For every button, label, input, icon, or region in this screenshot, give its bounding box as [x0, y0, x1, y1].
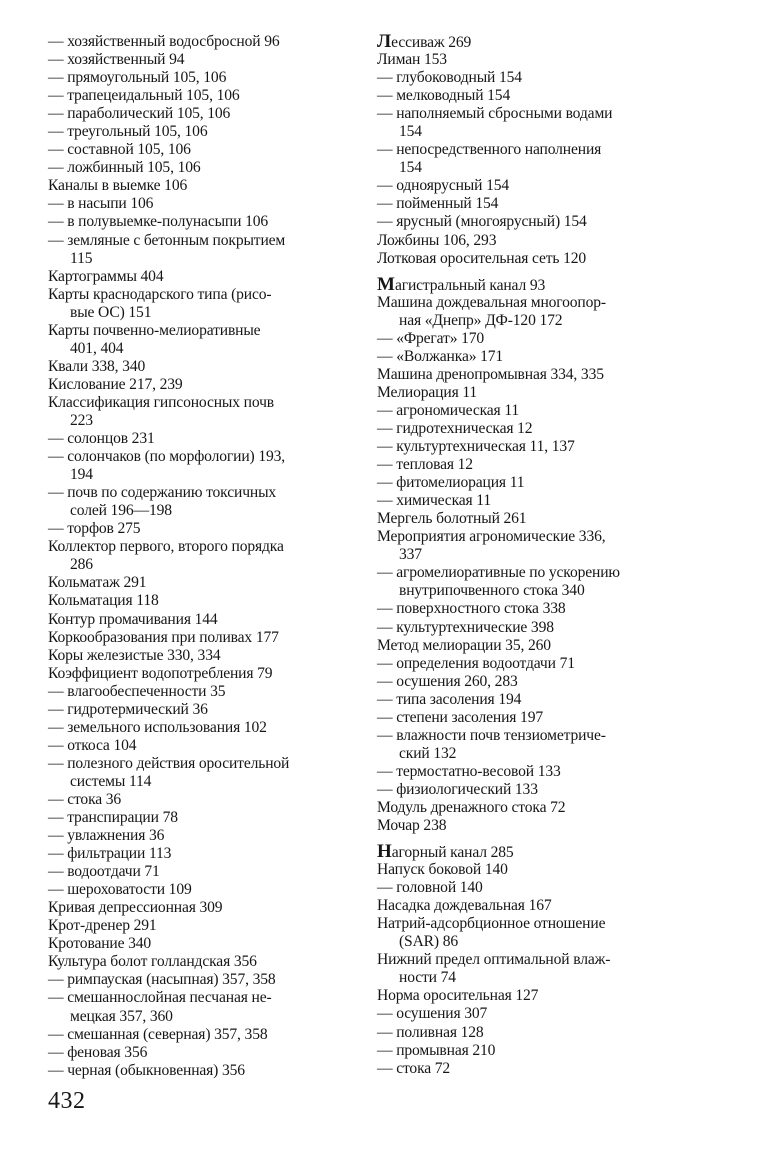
index-entry	[48, 827, 348, 845]
index-entry-text: — осушения 307	[377, 1005, 488, 1023]
index-entry	[377, 159, 717, 177]
index-entry-text: — физиологический 133	[377, 780, 538, 798]
index-entry-text: — промывная 210	[377, 1041, 496, 1059]
index-entry-text: Машина дождевальная многоопор-	[377, 293, 606, 311]
index-entry-text: — типа засоления 194	[377, 690, 522, 708]
index-entry	[377, 273, 717, 295]
index-entry-text: — термостатно-весовой 133	[377, 762, 561, 780]
index-entry	[48, 592, 348, 610]
index-entry-text: Коэффициент водопотребления 79	[48, 664, 273, 682]
index-entry	[377, 366, 717, 384]
index-entry	[377, 799, 717, 817]
index-entry-text: — стока 72	[377, 1059, 451, 1077]
index-entry-text: — культуртехническая 11, 137	[377, 438, 575, 456]
index-entry	[48, 69, 348, 87]
index-entry	[377, 420, 717, 438]
index-entry	[48, 647, 348, 665]
index-entry	[377, 294, 717, 312]
index-entry-text: — полезного действия оросительной	[48, 754, 290, 772]
index-entry	[377, 123, 717, 141]
index-entry-text: — пойменный 154	[377, 195, 499, 213]
index-entry-text: — «Волжанка» 171	[377, 347, 504, 365]
index-entry	[377, 510, 717, 528]
index-entry-text: — солонцов 231	[48, 430, 155, 448]
index-entry	[48, 773, 348, 791]
index-entry	[377, 232, 717, 250]
index-entry	[48, 141, 348, 159]
index-entry-text: (SAR) 86	[399, 933, 459, 951]
index-entry-text: — черная (обыкновенная) 356	[48, 1061, 245, 1079]
index-entry	[48, 719, 348, 737]
index-entry	[377, 177, 717, 195]
index-entry-text: — фильтрации 113	[48, 845, 172, 863]
index-entry-text: — стока 36	[48, 790, 122, 808]
index-entry-text: Контур промачивания 144	[48, 610, 218, 628]
index-entry	[48, 358, 348, 376]
index-entry-text: Мочар 238	[377, 817, 447, 835]
index-entry-text: агистральный канал 93	[394, 276, 546, 294]
index-entry	[48, 538, 348, 556]
index-entry-text: — влагообеспеченности 35	[48, 682, 226, 700]
index-entry-text: — откоса 104	[48, 736, 137, 754]
index-entry	[48, 123, 348, 141]
index-entry-text: мецкая 357, 360	[70, 1007, 173, 1025]
index-entry-text: — земельного использования 102	[48, 718, 267, 736]
index-entry	[377, 105, 717, 123]
index-entry	[377, 438, 717, 456]
index-entry-text: — определения водоотдачи 71	[377, 654, 575, 672]
index-entry-text: Каналы в выемке 106	[48, 177, 188, 195]
index-entry	[48, 971, 348, 989]
index-entry-text: Крот-дренер 291	[48, 917, 157, 935]
index-entry	[48, 376, 348, 394]
index-entry-text: — трапецеидальный 105, 106	[48, 87, 240, 105]
index-entry-text: — поливная 128	[377, 1023, 484, 1041]
index-entry	[377, 141, 717, 159]
index-entry	[48, 899, 348, 917]
index-entry-text: — транспирации 78	[48, 809, 178, 827]
index-entry-text: — торфов 275	[48, 520, 141, 538]
index-entry	[48, 845, 348, 863]
index-entry	[377, 1042, 717, 1060]
index-entry	[48, 250, 348, 268]
index-entry	[48, 863, 348, 881]
index-entry-text: — ложбинный 105, 106	[48, 159, 201, 177]
index-entry-text: Машина дренопромывная 334, 335	[377, 365, 604, 383]
index-entry	[48, 177, 348, 195]
index-entry-text: вые ОС) 151	[70, 303, 152, 321]
index-entry	[377, 312, 717, 330]
index-entry	[48, 322, 348, 340]
index-entry-text: Коллектор первого, второго порядка	[48, 538, 284, 556]
index-entry-text: ная «Днепр» ДФ-120 172	[399, 311, 563, 329]
index-entry	[377, 213, 717, 231]
index-entry	[377, 1060, 717, 1078]
index-entry-text: — культуртехнические 398	[377, 618, 554, 636]
index-entry	[48, 755, 348, 773]
index-entry	[377, 673, 717, 691]
index-entry	[48, 1044, 348, 1062]
index-entry	[377, 250, 717, 268]
index-entry	[48, 989, 348, 1007]
index-entry-text: Лиман 153	[377, 51, 447, 69]
index-column-left	[48, 33, 348, 1080]
index-entry-text: Картограммы 404	[48, 267, 164, 285]
index-entry	[377, 637, 717, 655]
index-entry-text: — хозяйственный водосбросной 96	[48, 33, 280, 50]
index-entry	[377, 655, 717, 673]
index-entry-text: Культура болот голландская 356	[48, 953, 257, 971]
index-entry-text: — фитомелиорация 11	[377, 474, 525, 492]
index-entry-text: Классификация гипсоносных почв	[48, 393, 274, 411]
index-entry	[377, 969, 717, 987]
index-entry-text: ский 132	[399, 744, 457, 762]
index-entry-text: — составной 105, 106	[48, 141, 191, 159]
index-entry	[48, 87, 348, 105]
index-entry	[377, 817, 717, 835]
index-entry	[48, 683, 348, 701]
index-entry-text: — смешанная (северная) 357, 358	[48, 1025, 268, 1043]
index-entry-text: — почв по содержанию токсичных	[48, 484, 277, 502]
index-entry-text: 194	[70, 466, 93, 484]
index-entry	[48, 159, 348, 177]
index-entry	[48, 268, 348, 286]
index-entry	[377, 528, 717, 546]
index-entry	[48, 1026, 348, 1044]
index-entry-text: — хозяйственный 94	[48, 51, 185, 69]
index-entry	[48, 935, 348, 953]
index-entry	[377, 987, 717, 1005]
section-initial-letter: Л	[377, 31, 392, 52]
index-entry	[377, 915, 717, 933]
index-entry-text: 115	[70, 249, 93, 267]
index-entry-text: Кольматация 118	[48, 592, 159, 610]
index-entry	[48, 1062, 348, 1080]
index-entry-text: 223	[70, 411, 93, 429]
index-entry	[48, 195, 348, 213]
index-entry-text: Мероприятия агрономические 336,	[377, 528, 606, 546]
index-entry	[48, 502, 348, 520]
index-entry	[377, 582, 717, 600]
index-entry-text: Ложбины 106, 293	[377, 231, 497, 249]
index-entry-text: солей 196—198	[70, 502, 172, 520]
index-entry-text: — смешаннослойная песчаная не-	[48, 989, 272, 1007]
index-entry	[377, 897, 717, 915]
index-entry-text: 154	[399, 159, 422, 177]
index-entry	[377, 861, 717, 879]
index-entry-text: Карты краснодарского типа (рисо-	[48, 285, 272, 303]
index-entry	[377, 348, 717, 366]
index-entry	[48, 448, 348, 466]
index-entry-text: — наполняемый сбросными водами	[377, 105, 613, 123]
index-entry-text: — непосредственного наполнения	[377, 141, 602, 159]
index-entry	[48, 304, 348, 322]
index-entry	[48, 1008, 348, 1026]
index-entry	[48, 917, 348, 935]
index-entry	[48, 340, 348, 358]
index-entry	[48, 629, 348, 647]
index-entry	[377, 763, 717, 781]
index-entry-text: — в полувыемке-полунасыпи 106	[48, 213, 269, 231]
index-entry-text: — водоотдачи 71	[48, 863, 160, 881]
index-entry	[377, 546, 717, 564]
index-entry	[48, 394, 348, 412]
section-initial-letter: М	[377, 273, 395, 295]
index-entry	[48, 105, 348, 123]
index-entry	[48, 232, 348, 250]
index-entry	[377, 402, 717, 420]
index-entry	[377, 933, 717, 951]
index-entry	[377, 33, 717, 51]
index-entry	[48, 213, 348, 231]
index-entry-text: Коры железистые 330, 334	[48, 646, 221, 664]
index-entry	[48, 809, 348, 827]
index-entry	[48, 286, 348, 304]
index-entry	[48, 412, 348, 430]
index-entry-text: — агрономическая 11	[377, 401, 520, 419]
index-entry-text: Модуль дренажного стока 72	[377, 798, 566, 816]
index-entry-text: Кривая депрессионная 309	[48, 899, 223, 917]
index-entry-text: Кислование 217, 239	[48, 375, 183, 393]
index-entry-text: — осушения 260, 283	[377, 672, 518, 690]
index-entry-text: системы 114	[70, 772, 152, 790]
index-entry	[48, 51, 348, 69]
index-entry	[377, 330, 717, 348]
index-entry-text: — глубоководный 154	[377, 69, 522, 87]
index-entry-text: 286	[70, 556, 93, 574]
index-entry-text: — одноярусный 154	[377, 177, 510, 195]
index-entry-text: Мергель болотный 261	[377, 510, 527, 528]
page-number: 432	[48, 1088, 86, 1114]
index-entry-text: Натрий-адсорбционное отношение	[377, 915, 606, 933]
index-entry	[377, 492, 717, 510]
index-entry	[48, 466, 348, 484]
index-entry	[377, 879, 717, 897]
index-entry	[377, 195, 717, 213]
index-entry	[377, 745, 717, 763]
index-entry	[377, 51, 717, 69]
index-entry	[377, 384, 717, 402]
index-entry	[48, 737, 348, 755]
index-entry-text: — поверхностного стока 338	[377, 600, 566, 618]
index-entry-text: — гидротехническая 12	[377, 419, 533, 437]
index-entry-text: 401, 404	[70, 339, 124, 357]
index-entry	[377, 843, 717, 861]
index-entry	[377, 600, 717, 618]
index-entry-text: ности 74	[399, 969, 456, 987]
index-entry-text: Нижний предел оптимальной влаж-	[377, 951, 611, 969]
index-entry	[48, 430, 348, 448]
index-entry-text: — римпауская (насыпная) 357, 358	[48, 971, 276, 989]
index-entry	[48, 881, 348, 899]
index-entry-text: 337	[399, 546, 422, 564]
index-entry	[377, 87, 717, 105]
index-entry-text: Коркообразования при поливах 177	[48, 628, 279, 646]
index-entry	[377, 951, 717, 969]
index-entry-text: Кольматаж 291	[48, 574, 147, 592]
index-entry-text: Норма оросительная 127	[377, 987, 539, 1005]
index-entry	[48, 484, 348, 502]
index-entry-text: — феновая 356	[48, 1043, 148, 1061]
index-entry-text: — прямоугольный 105, 106	[48, 69, 227, 87]
index-entry	[377, 1005, 717, 1023]
index-entry-text: агорный канал 285	[391, 844, 514, 862]
index-entry-text: — головной 140	[377, 879, 483, 897]
index-entry-text: — «Фрегат» 170	[377, 329, 485, 347]
index-entry-text: Напуск боковой 140	[377, 861, 508, 879]
index-entry-text: Кротование 340	[48, 935, 152, 953]
index-entry-text: — агромелиоративные по ускорению	[377, 564, 620, 582]
section-initial-letter: Н	[377, 841, 392, 863]
index-entry-text: — влажности почв тензиометриче-	[377, 726, 606, 744]
index-entry	[377, 474, 717, 492]
index-entry-text: — тепловая 12	[377, 456, 473, 474]
index-entry	[377, 564, 717, 582]
index-entry-text: — химическая 11	[377, 492, 492, 510]
index-entry	[48, 665, 348, 683]
index-entry	[48, 791, 348, 809]
index-entry-text: Квали 338, 340	[48, 357, 146, 375]
index-entry-text: — увлажнения 36	[48, 827, 165, 845]
index-entry	[377, 69, 717, 87]
index-entry-text: — гидротермический 36	[48, 700, 208, 718]
index-entry	[48, 574, 348, 592]
index-entry-text: — параболический 105, 106	[48, 105, 231, 123]
index-entry	[377, 781, 717, 799]
index-entry-text: — степени засоления 197	[377, 708, 544, 726]
index-entry	[377, 691, 717, 709]
index-entry-text: Карты почвенно-мелиоративные	[48, 321, 261, 339]
index-entry	[48, 520, 348, 538]
index-entry-text: — треугольный 105, 106	[48, 123, 208, 141]
index-entry-text: — мелководный 154	[377, 87, 511, 105]
index-entry-text: Мелиорация 11	[377, 383, 478, 401]
index-column-right	[377, 33, 717, 1078]
index-entry	[377, 456, 717, 474]
index-entry	[377, 619, 717, 637]
index-entry-text: — земляные с бетонным покрытием	[48, 231, 286, 249]
index-entry	[48, 33, 348, 51]
index-entry-text: — ярусный (многоярусный) 154	[377, 213, 587, 231]
index-entry-text: ессиваж 269	[391, 34, 472, 51]
index-entry-text: 154	[399, 123, 422, 141]
index-entry-text: внутрипочвенного стока 340	[399, 582, 585, 600]
index-entry-text: — шероховатости 109	[48, 881, 192, 899]
index-entry-text: Лотковая оросительная сеть 120	[377, 249, 587, 267]
index-entry	[48, 701, 348, 719]
index-entry-text: Метод мелиорации 35, 260	[377, 636, 551, 654]
index-entry	[377, 1024, 717, 1042]
index-entry	[48, 556, 348, 574]
index-entry	[377, 727, 717, 745]
index-entry-text: — солончаков (по морфологии) 193,	[48, 448, 286, 466]
index-entry	[377, 709, 717, 727]
index-entry	[48, 611, 348, 629]
index-entry-text: Насадка дождевальная 167	[377, 897, 552, 915]
index-entry	[48, 953, 348, 971]
index-entry-text: — в насыпи 106	[48, 195, 154, 213]
